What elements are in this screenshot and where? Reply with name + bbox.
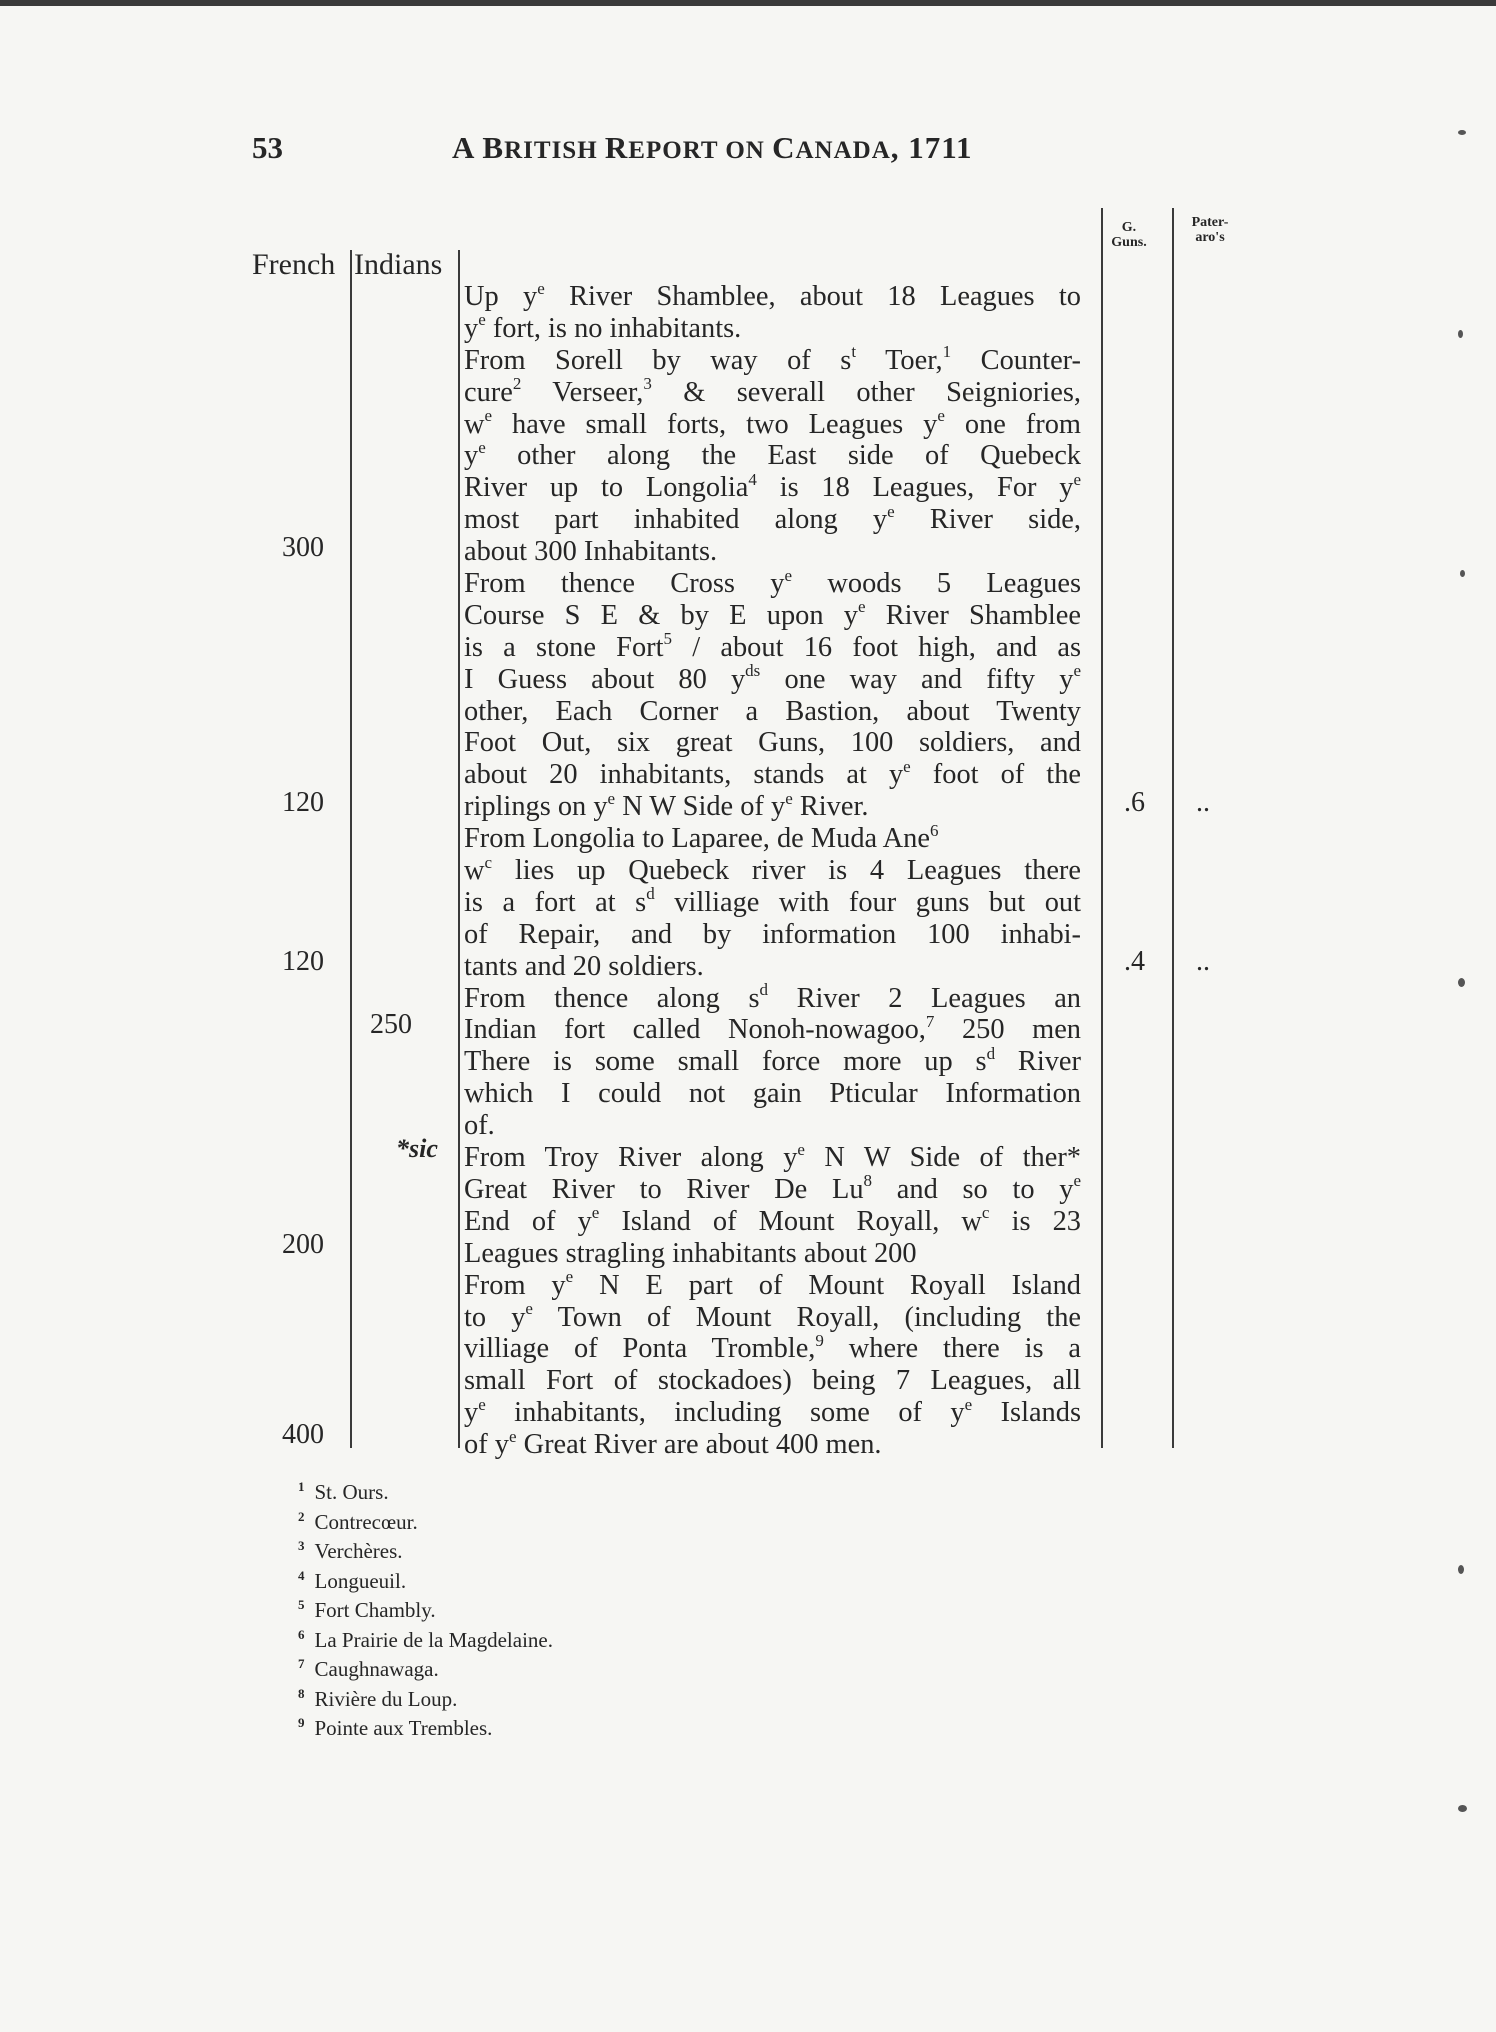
text-line: small Fort of stockadoes) being 7 Leagues, all	[464, 1365, 1081, 1397]
report-text	[464, 281, 1081, 1461]
text-line: $w^e$ have small forts, two Leagues $y^e$ one from	[464, 408, 1081, 440]
text-line: From Troy River along $y^e$ N W Side of ther*	[464, 1142, 1081, 1174]
text-line: is a stone Fort$^5$ / about 16 foot high, and as	[464, 631, 1081, 663]
column-header-guns-line: Guns.	[1111, 235, 1147, 250]
guns-count: .4	[1124, 946, 1145, 977]
text-line: of Repair, and by information 100 inhabi-	[464, 918, 1081, 950]
text-line: From Longolia to Laparee, de Muda Ane$^6$	[464, 820, 939, 855]
french-count: 300	[282, 532, 324, 563]
footnote-text: Caughnawaga.	[314, 1657, 439, 1681]
text-line: to $y^e$ Town of Mount Royall, (including the	[464, 1301, 1081, 1333]
footnote-number: 1	[298, 1479, 305, 1494]
text-line: about 20 inhabitants, stands at $y^e$ foot of the	[464, 759, 1081, 791]
text-line: villiage of Ponta Tromble,$^9$ where there is a	[464, 1333, 1081, 1365]
text-line: There is some small force more up $s^d$ River	[464, 1046, 1081, 1078]
footnote-number: 3	[298, 1538, 305, 1553]
indian-count: 250	[370, 1009, 412, 1040]
french-count: 400	[282, 1419, 324, 1450]
column-rule	[458, 250, 460, 1448]
footnote	[298, 1478, 553, 1508]
footnote-number: 4	[298, 1567, 305, 1583]
scan-speck	[1458, 978, 1465, 987]
title-part: , 1711	[890, 130, 973, 165]
pateraros-count: ..	[1196, 946, 1210, 977]
title-part: EPORT ON	[628, 137, 773, 164]
text-line: is a fort at $s^d$ villiage with four guns but out	[464, 886, 1081, 918]
footnote	[298, 1626, 553, 1656]
column-rule	[1101, 208, 1103, 1448]
footnote-text: Verchères.	[314, 1539, 403, 1563]
footnote-number: 7	[298, 1656, 305, 1671]
footnote-number: 5	[298, 1597, 305, 1612]
text-line: Indian fort called Nonoh-nowagoo,$^7$ 250 men	[464, 1014, 1081, 1046]
text-line: Great River to River De Lu$^8$ and so to $y^e$	[464, 1173, 1081, 1205]
text-line: of.	[464, 1110, 495, 1142]
footnote-text: Rivière du Loup.	[314, 1686, 458, 1711]
text-line: Leagues stragling inhabitants about 200	[464, 1237, 917, 1269]
title-part: A B	[452, 130, 505, 165]
footnote	[298, 1685, 553, 1715]
scan-speck	[1458, 1805, 1467, 1812]
footnote-text: Longueuil.	[314, 1568, 407, 1593]
scan-speck	[1458, 1565, 1464, 1574]
column-rule	[350, 250, 352, 1448]
scan-top-edge	[0, 0, 1496, 6]
text-line: Course S E & by E upon $y^e$ River Shamblee	[464, 599, 1081, 631]
guns-count: .6	[1124, 787, 1145, 818]
text-line: cure$^2$ Verseer,$^3$ & severall other Seigniories,	[464, 376, 1081, 408]
footnote-number: 6	[298, 1626, 305, 1642]
footnote-number: 8	[298, 1685, 305, 1701]
text-line: other, Each Corner a Bastion, about Twenty	[464, 695, 1081, 727]
footnote	[298, 1567, 553, 1597]
pateraros-count: ..	[1196, 787, 1210, 818]
running-title	[452, 130, 973, 166]
footnote-number: 2	[298, 1508, 305, 1524]
column-header-pateraros-line: aro's	[1195, 230, 1225, 245]
text-line: From thence Cross $y^e$ woods 5 Leagues	[464, 568, 1081, 600]
text-line: Foot Out, six great Guns, 100 soldiers, and	[464, 727, 1081, 759]
column-header-pateraros-line: Pater-	[1191, 215, 1229, 230]
scan-speck	[1460, 570, 1465, 577]
scan-speck	[1458, 330, 1463, 338]
title-part: C	[772, 130, 796, 165]
column-header-guns-line: G.	[1121, 220, 1137, 235]
footnote	[298, 1596, 553, 1626]
sic-note: *sic	[396, 1134, 438, 1163]
text-line: River up to Longolia$^4$ is 18 Leagues, For $y^e$	[464, 472, 1081, 504]
french-count: 200	[282, 1229, 324, 1260]
text-line: $y^e$ inhabitants, including some of $y^e$ Islands	[464, 1397, 1081, 1429]
text-line: tants and 20 soldiers.	[464, 950, 704, 982]
scan-speck	[1458, 130, 1466, 135]
french-count: 120	[282, 946, 324, 977]
column-header-indians: Indians	[354, 248, 443, 281]
text-line: which I could not gain Pticular Information	[464, 1078, 1081, 1110]
title-part: ANADA	[795, 137, 891, 164]
page-number: 53	[252, 130, 283, 165]
title-part: R	[604, 130, 629, 165]
column-rule	[1172, 208, 1174, 1448]
text-line: $y^e$ fort, is no inhabitants.	[464, 310, 742, 344]
text-line: End of $y^e$ Island of Mount Royall, $w^c$ is 23	[464, 1205, 1081, 1237]
footnote-number: 9	[298, 1715, 305, 1730]
text-line: of $y^e$ Great River are about 400 men.	[464, 1426, 882, 1461]
text-line: $y^e$ other along the East side of Quebeck	[464, 440, 1081, 472]
text-line: Up $y^e$ River Shamblee, about 18 Leagues to	[464, 281, 1081, 312]
text-line: about 300 Inhabitants.	[464, 536, 718, 568]
column-header-pateraros	[1180, 215, 1240, 245]
text-line: From thence along $s^d$ River 2 Leagues an	[464, 982, 1081, 1014]
footnote-text: Contrecœur.	[314, 1509, 418, 1534]
text-line: From Sorell by way of $s^t$ Toer,$^1$ Counter-	[464, 344, 1081, 376]
text-line: riplings on $y^e$ N W Side of $y^e$ River.	[464, 788, 869, 823]
text-line: $w^c$ lies up Quebeck river is 4 Leagues there	[464, 855, 1081, 887]
footnote	[298, 1655, 553, 1685]
text-line: I Guess about 80 $y^{ds}$ one way and fifty $y^e$	[464, 663, 1081, 695]
footnote	[298, 1537, 553, 1567]
column-header-french: French	[252, 248, 336, 281]
text-line: From $y^e$ N E part of Mount Royall Island	[464, 1269, 1081, 1301]
title-part: RITISH	[504, 137, 605, 164]
text-line: most part inhabited along $y^e$ River side,	[464, 504, 1081, 536]
footnote-text: Fort Chambly.	[314, 1598, 436, 1622]
column-header-guns	[1104, 220, 1154, 250]
footnote-text: Pointe aux Trembles.	[314, 1716, 493, 1740]
footnote	[298, 1508, 553, 1538]
footnote-text: St. Ours.	[314, 1480, 389, 1504]
french-count: 120	[282, 787, 324, 818]
footnotes	[298, 1478, 553, 1744]
page-header	[252, 130, 1072, 180]
footnote	[298, 1714, 553, 1744]
footnote-text: La Prairie de la Magdelaine.	[314, 1627, 553, 1652]
